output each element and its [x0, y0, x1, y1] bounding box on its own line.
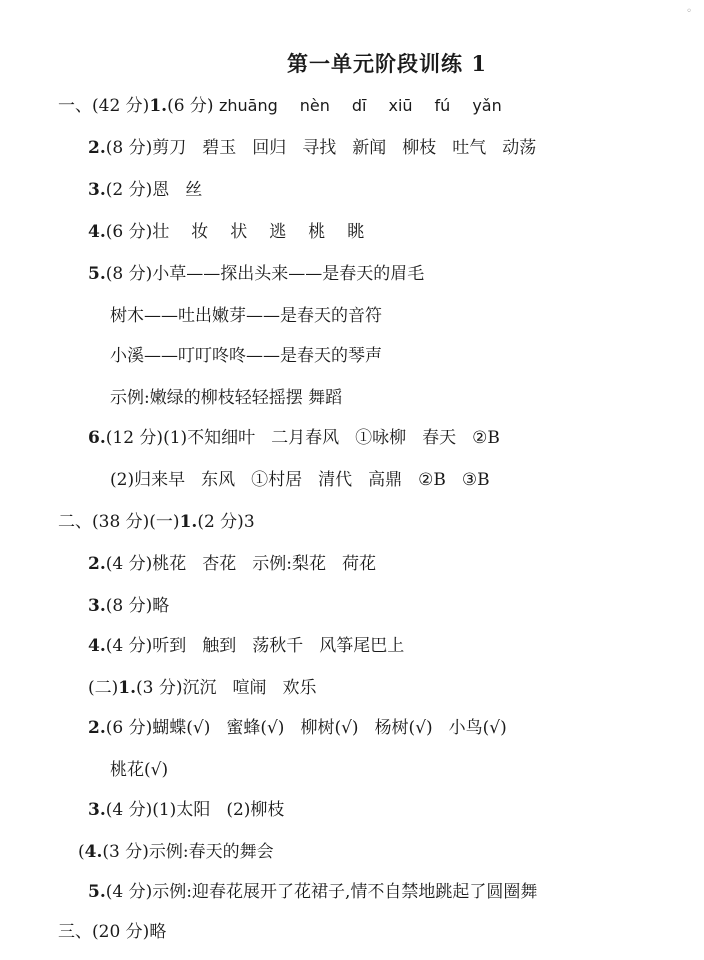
answer-word: 风筝尾巴上: [319, 636, 405, 656]
sec1-q6-score: (12 分): [105, 428, 164, 448]
sec1-q1-score: (6 分): [167, 96, 214, 116]
answer-word: 回归: [252, 138, 287, 158]
answer-word: 荡秋千: [252, 636, 304, 656]
answer-word: 妆: [191, 222, 209, 242]
corner-mark: ◦: [686, 6, 692, 17]
answer-word: 动荡: [502, 138, 537, 158]
sec1-q5-line2: 树木——吐出嫩芽——是春天的音符: [110, 306, 382, 326]
pinyin-word: nèn: [299, 96, 330, 115]
sec2-q1-line: [58, 510, 255, 534]
answer-word: ②B: [418, 470, 446, 490]
sec2-sub2-q2-cont: 桃花(√): [110, 760, 169, 780]
answer-word: 高鼎: [368, 470, 403, 490]
sec2-sub2-q2-score: (6 分): [105, 718, 153, 738]
answer-word: 杨树(√): [374, 718, 433, 738]
answer-word: (2)柳枝: [226, 800, 285, 820]
pinyin-word: dī: [351, 96, 367, 115]
pinyin-word: fú: [434, 96, 451, 115]
sec2-q3-line: [88, 594, 169, 618]
answer-word: 听到: [152, 636, 187, 656]
answer-word: 眺: [347, 222, 365, 242]
sec1-q5-line3: 小溪——叮叮咚咚——是春天的琴声: [110, 346, 382, 366]
sec2-sub2-q4-prefix: (: [78, 842, 85, 862]
answer-word: ②B: [472, 428, 500, 448]
sec3-label: 三、(20 分): [58, 922, 150, 942]
pinyin-word: xiū: [388, 96, 413, 115]
sec2-sub2-q1-score: (3 分): [136, 678, 183, 698]
sec2-sub2-q4-line: [78, 840, 274, 864]
sec1-q6-line1: [88, 426, 500, 450]
answer-text: 示例:迎春花展开了花裙子,情不自禁地跳起了圆圈舞: [152, 882, 538, 902]
answer-text: 略: [152, 596, 170, 616]
sec3-line: [58, 920, 166, 944]
answer-word: 二月春风: [271, 428, 340, 448]
answer-word: ①咏柳: [355, 428, 407, 448]
sec2-q2-num: 2.: [88, 554, 106, 574]
answer-word: 逃: [269, 222, 287, 242]
sec1-q5-line4: 示例:嫩绿的柳枝轻轻摇摆 舞蹈: [110, 388, 343, 408]
answer-word: 清代: [318, 470, 353, 490]
answer-word: (1)不知细叶: [163, 428, 256, 448]
answer-word: (2)归来早: [110, 470, 186, 490]
sec2-sub2-q3-line: [88, 798, 284, 822]
answer-word: 新闻: [352, 138, 387, 158]
sec2-q4-line: [88, 634, 404, 658]
sec1-q5-score: (8 分): [105, 264, 153, 284]
sec2-sub2-q4-num: 4.: [84, 842, 103, 862]
answer-word: 丝: [185, 180, 203, 200]
sec1-q2-score: (8 分): [105, 138, 153, 158]
sec2-sub2-q3-num: 3.: [88, 800, 106, 820]
sec2-q2-line: [88, 552, 376, 576]
sec2-sub2-q5-line: [88, 880, 537, 904]
sec2-sub2-q5-num: 5.: [88, 882, 106, 902]
answer-word: 示例:梨花: [252, 554, 326, 574]
sec1-q1-line: [58, 94, 524, 118]
sec2-q4-num: 4.: [88, 636, 106, 656]
answer-word: 蜜蜂(√): [226, 718, 285, 738]
sec2-q1-score: (2 分): [197, 512, 244, 532]
sec2-q4-score: (4 分): [105, 636, 153, 656]
answer-word: 春天: [422, 428, 457, 448]
answer-word: 东风: [201, 470, 236, 490]
pinyin-word: yǎn: [472, 96, 502, 115]
answer-word: 寻找: [302, 138, 337, 158]
sec1-q1-num: 1.: [149, 96, 168, 116]
answer-word: 剪刀: [152, 138, 187, 158]
sec1-q5-num: 5.: [88, 264, 106, 284]
sec2-sub2-q1-num: 1.: [118, 678, 137, 698]
sec1-q4-score: (6 分): [105, 222, 153, 242]
answer-word: 欢乐: [282, 678, 317, 698]
sec2-q3-score: (8 分): [105, 596, 153, 616]
answer-text: 3: [243, 512, 255, 532]
sec1-q3-num: 3.: [88, 180, 106, 200]
sec1-q5-line1: [88, 262, 424, 286]
sec1-q3-score: (2 分): [105, 180, 153, 200]
sec1-q6-num: 6.: [88, 428, 106, 448]
answer-word: 荷花: [341, 554, 376, 574]
answer-word: 桃: [308, 222, 326, 242]
sec2-sub2-q3-score: (4 分): [105, 800, 153, 820]
sec2-sub2-q4-score: (3 分): [102, 842, 149, 862]
sec1-q4-line: [88, 220, 386, 244]
sec2-q3-num: 3.: [88, 596, 106, 616]
sec2-q1-num: 1.: [179, 512, 198, 532]
answer-word: 杏花: [202, 554, 237, 574]
answer-word: 小鸟(√): [448, 718, 507, 738]
sec1-label: 一、(42 分): [58, 96, 150, 116]
page-title: 第一单元阶段训练 1: [287, 51, 487, 76]
sec2-sub2-q2-line: [88, 716, 507, 740]
sec1-q2-line: [88, 136, 536, 160]
pinyin-word: zhuāng: [218, 96, 278, 115]
answer-word: 状: [230, 222, 248, 242]
sec1-q6-line2: [110, 468, 490, 492]
answer-word: 桃花: [152, 554, 187, 574]
sec1-q3-line: [88, 178, 202, 202]
answer-word: 恩: [152, 180, 170, 200]
sec2-sub2-q5-score: (4 分): [105, 882, 153, 902]
answer-word: 吐气: [452, 138, 487, 158]
sec1-q4-num: 4.: [88, 222, 106, 242]
answer-word: 喧闹: [232, 678, 267, 698]
answer-text: 略: [149, 922, 167, 942]
answer-text: 小草——探出头来——是春天的眉毛: [152, 264, 425, 284]
answer-word: 柳树(√): [300, 718, 359, 738]
answer-word: 壮: [152, 222, 170, 242]
answer-word: 碧玉: [202, 138, 237, 158]
answer-word: 蝴蝶(√): [152, 718, 211, 738]
answer-word: (1)太阳: [152, 800, 211, 820]
answer-word: ③B: [461, 470, 490, 490]
sec2-q2-score: (4 分): [105, 554, 153, 574]
answer-word: 沉沉: [182, 678, 217, 698]
sec2-label: 二、(38 分)(一): [58, 512, 180, 532]
answer-text: 示例:春天的舞会: [148, 842, 274, 862]
sec2-sub2-q1-line: [88, 676, 317, 700]
answer-word: 触到: [202, 636, 237, 656]
answer-word: ①村居: [251, 470, 303, 490]
sec2-sub2-label: (二): [88, 678, 119, 698]
sec1-q2-num: 2.: [88, 138, 106, 158]
sec2-sub2-q2-num: 2.: [88, 718, 106, 738]
answer-word: 柳枝: [402, 138, 437, 158]
